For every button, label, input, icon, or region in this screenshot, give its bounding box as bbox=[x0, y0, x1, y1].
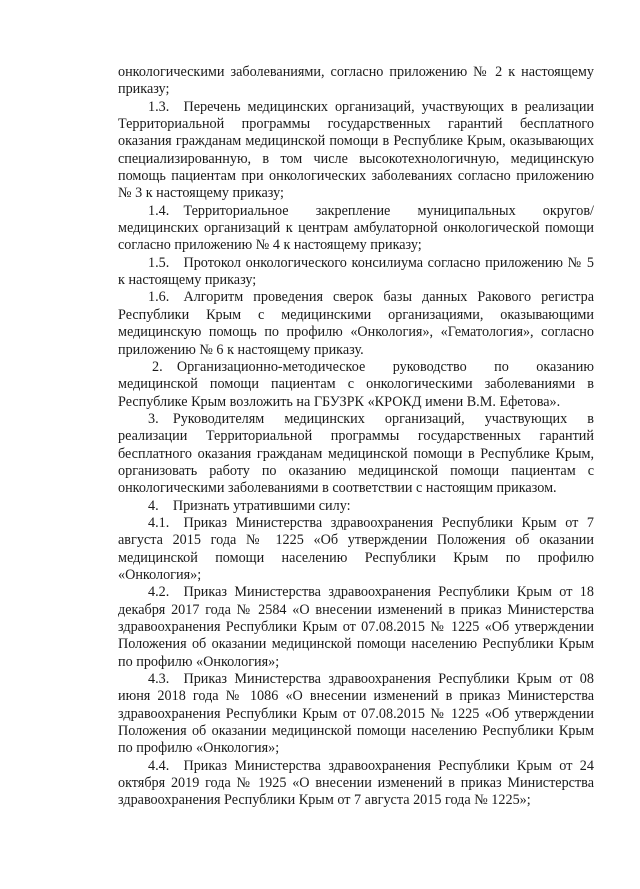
paragraph-2: 2. Организационно-методическое руководство по оказанию медицинской помощи пациентам с онкологическими заболеваниями в Республике Крым возложить на ГБУЗРК «КРОКД имени В.М. Ефетова». bbox=[118, 358, 594, 410]
paragraph-3: 3. Руководителям медицинских организаций, участвующих в реализации Территориальной программы государственных гарантий бесплатного оказания гражданам медицинской помощи в Республике Крым, организовать работу по оказанию медицинской помощи пациентам с онкологическими заболеваниями в соответствии с настоящим приказом. bbox=[118, 410, 594, 497]
paragraph-1-4: 1.4. Территориальное закрепление муниципальных округов/медицинских организаций к центрам амбулаторной онкологической помощи согласно приложению № 4 к настоящему приказу; bbox=[118, 202, 594, 254]
paragraph-1-6: 1.6. Алгоритм проведения сверок базы данных Ракового регистра Республики Крым с медицинскими организациями, оказывающими медицинскую помощь по профилю «Онкология», «Гематология», согласно приложению № 6 к настоящему приказу. bbox=[118, 289, 594, 358]
paragraph-4: 4. Признать утратившими силу: bbox=[148, 497, 351, 514]
document-body bbox=[118, 64, 594, 810]
paragraph-4-1: 4.1. Приказ Министерства здравоохранения Республики Крым от 7 августа 2015 года № 1225 «Об утверждении Положения об оказании медицинской помощи населению Республики Крым по профилю «Онкология»; bbox=[118, 514, 594, 583]
paragraph-1-5: 1.5. Протокол онкологического консилиума согласно приложению № 5 к настоящему приказу; bbox=[118, 254, 594, 289]
paragraph-1-3: 1.3. Перечень медицинских организаций, участвующих в реализации Территориальной программы государственных гарантий бесплатного оказания гражданам медицинской помощи в Республике Крым, оказывающих специализированную, в том числе высокотехнологичную, медицинскую помощь пациентам при онкологических заболеваниях согласно приложению № 3 к настоящему приказу; bbox=[118, 98, 594, 202]
paragraph-4-4: 4.4. Приказ Министерства здравоохранения Республики Крым от 24 октября 2019 года № 1925 «О внесении изменений в приказ Министерства здравоохранения Республики Крым от 7 августа 2015 года № 1225»; bbox=[118, 757, 594, 809]
paragraph-continuation: онкологическими заболеваниями, согласно приложению № 2 к настоящему приказу; bbox=[118, 64, 594, 98]
paragraph-4-2: 4.2. Приказ Министерства здравоохранения Республики Крым от 18 декабря 2017 года № 2584 «О внесении изменений в приказ Министерства здравоохранения Республики Крым от 07.08.2015 № 1225 «Об утверждении Положения об оказании медицинской помощи населению Республики Крым по профилю «Онкология»; bbox=[118, 584, 594, 670]
paragraph-4-3: 4.3. Приказ Министерства здравоохранения Республики Крым от 08 июня 2018 года № 1086 «О внесении изменений в приказ Министерства здравоохранения Республики Крым от 07.08.2015 № 1225 «Об утверждении Положения об оказании медицинской помощи населению Республики Крым по профилю «Онкология»; bbox=[118, 671, 594, 757]
